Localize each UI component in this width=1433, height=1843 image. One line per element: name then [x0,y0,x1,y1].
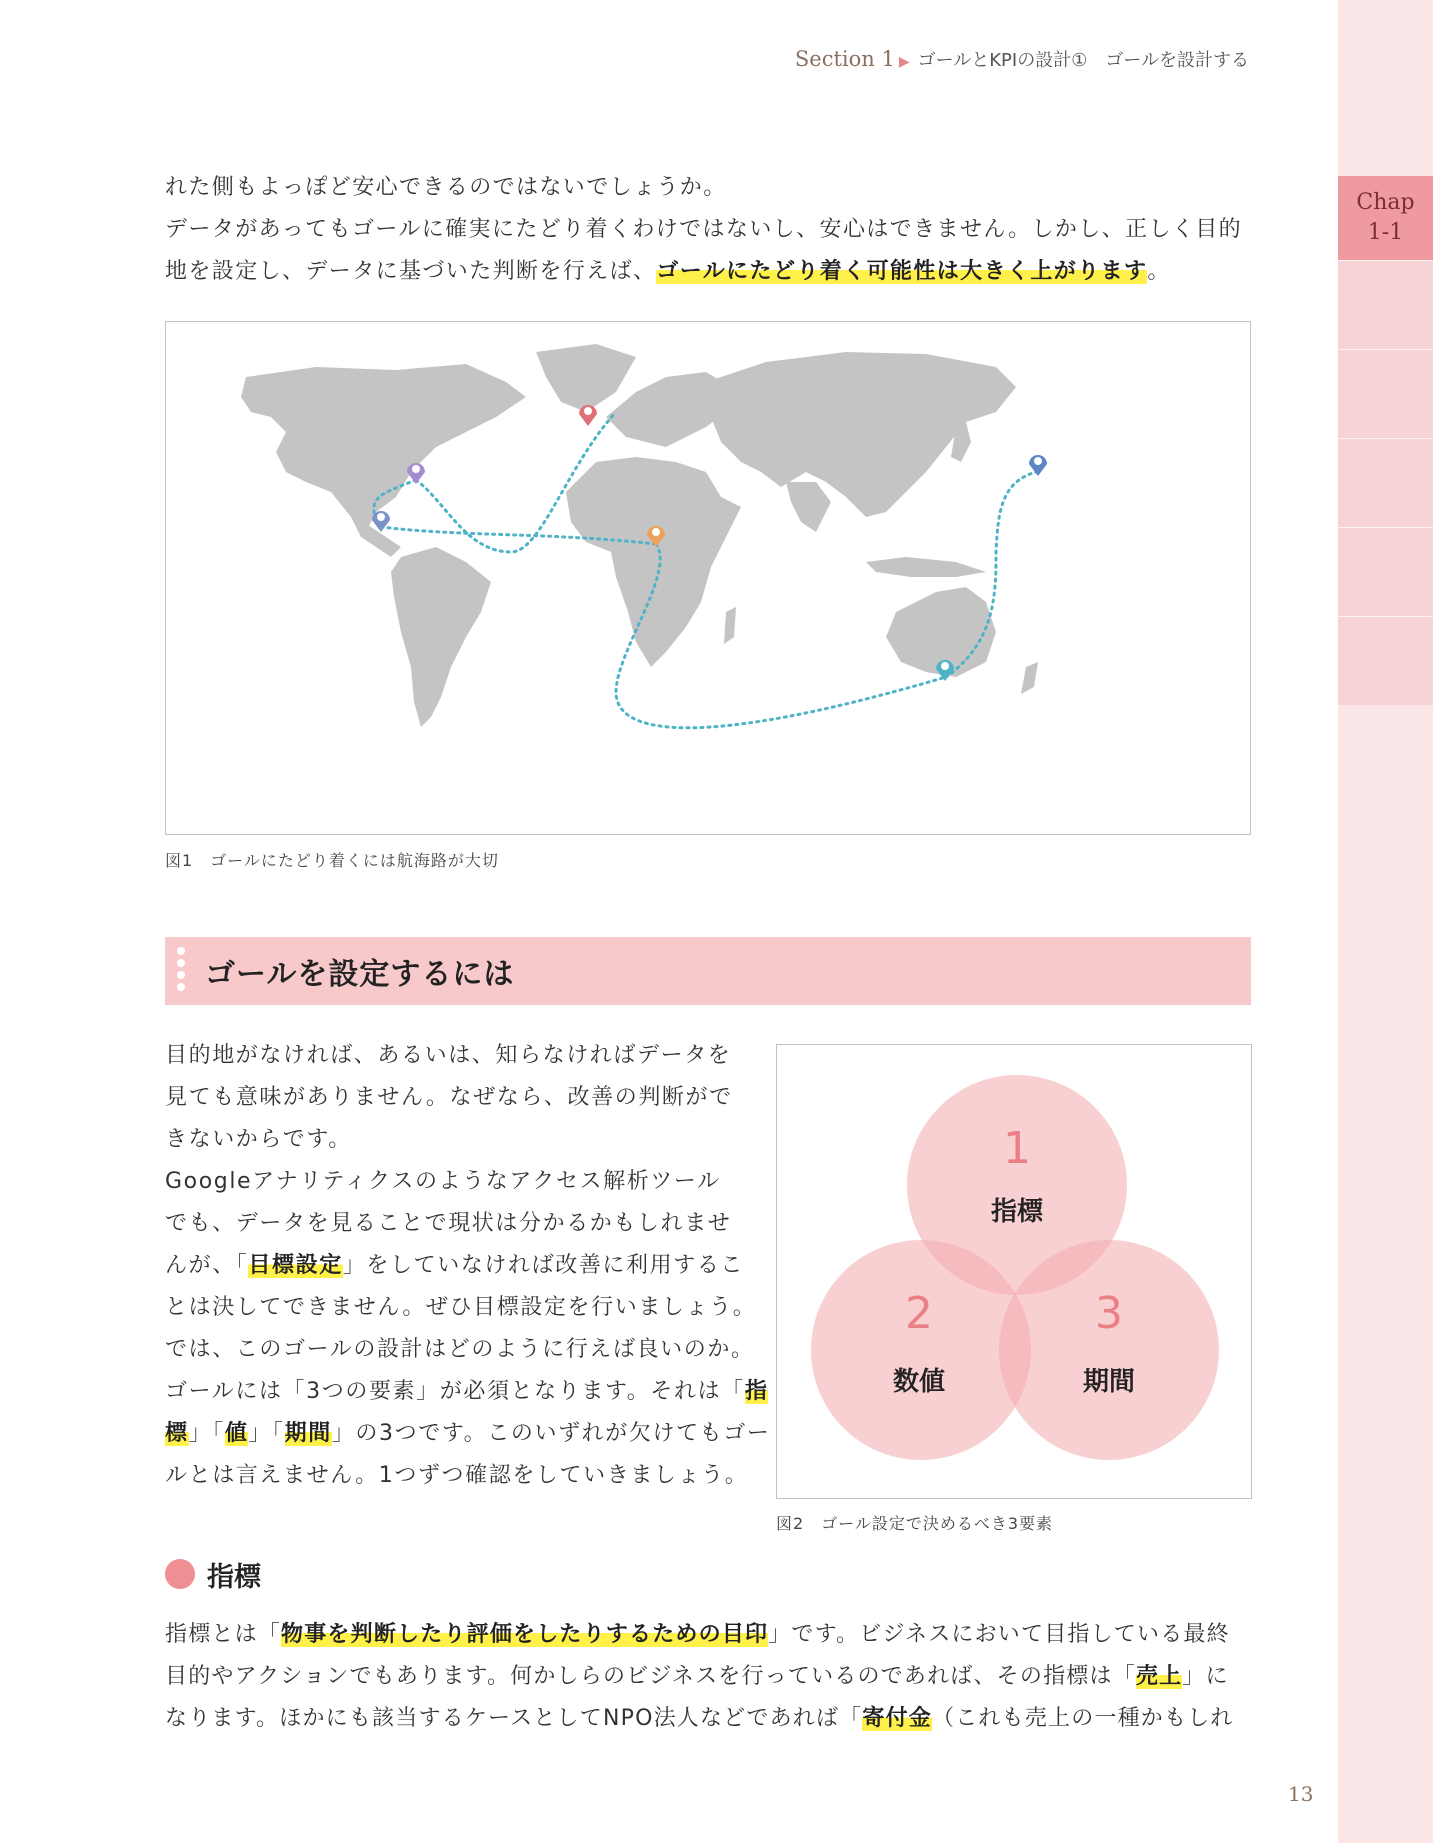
text-run: 」をしていなければ改善に利用するこ [342,1253,745,1278]
header-title: ゴールとKPIの設計① ゴールを設計する [917,50,1249,71]
text-run: 」に [1182,1664,1229,1689]
south-america [391,547,491,727]
text-run: 指標とは「 [165,1622,282,1647]
asia [706,352,1016,517]
highlight-text: 期間 [284,1421,332,1446]
indonesia [866,557,986,577]
venn-label-3: 期間 [1082,1367,1136,1397]
venn-figure [776,1044,1252,1499]
body-line [165,1371,770,1413]
venn-label-2: 数値 [892,1367,946,1397]
intro-line [165,251,1242,293]
venn-number-3: 3 [1095,1288,1123,1339]
highlight-text: 寄付金 [862,1706,932,1731]
sidebar-tab[interactable] [1338,527,1433,616]
sidebar-tab[interactable] [1338,616,1433,705]
highlight-text: 売上 [1135,1664,1183,1689]
chapter-tab[interactable] [1338,176,1433,260]
closing-line [165,1614,1234,1656]
text-run: んが、「 [165,1253,249,1278]
triangle-right-icon: ▶ [898,54,910,70]
body-paragraph [165,1035,770,1497]
intro-paragraph [165,167,1242,293]
body-line: では、このゴールの設計はどのように行えば良いのか。 [165,1337,755,1362]
highlight-text: 目標設定 [248,1253,343,1278]
text-run: （これも売上の一種かもしれ [932,1706,1234,1731]
text-run: 」「 [248,1421,285,1446]
section-heading-bar [165,937,1251,1005]
intro-line: れた側もよっぽど安心できるのではないでしょうか。 [165,175,727,200]
text-run: なります。ほかにも該当するケースとしてNPO法人などであれば「 [165,1706,863,1731]
closing-line [165,1698,1234,1740]
text-run: 目的やアクションでもあります。何かしらのビジネスを行っているのであれば、その指標は「 [165,1664,1136,1689]
running-header [795,46,1249,72]
body-line: 見ても意味がありません。なぜなら、改善の判断がで [165,1085,733,1110]
highlight-text: ゴールにたどり着く可能性は大きく上がります [656,259,1148,284]
venn-circle-3 [999,1240,1219,1460]
section-title: ゴールを設定するには [205,957,515,992]
india [786,482,831,532]
venn-number-2: 2 [905,1288,933,1339]
sidebar-tab[interactable] [1338,349,1433,438]
figure1-caption: 図1 ゴールにたどり着くには航海路が大切 [165,851,499,870]
intro-line: データがあってもゴールに確実にたどり着くわけではないし、安心はできません。しかし、正しく目的 [165,217,1243,242]
sidebar-tab[interactable] [1338,260,1433,349]
figure2-caption: 図2 ゴール設定で決めるべき3要素 [776,1514,1054,1533]
text-run: ゴールには「3つの要素」が必須となります。それは「 [165,1379,745,1404]
text-run: 」です。ビジネスにおいて目指している最終 [768,1622,1230,1647]
dots-decoration [177,947,187,995]
body-line: でも、データを見ることで現状は分かるかもしれませ [165,1211,732,1236]
map-pin-icon[interactable] [407,463,425,484]
highlight-text: 値 [224,1421,249,1446]
text-run: 」の3つです。このいずれが欠けてもゴー [331,1421,771,1446]
highlight-text: 標 [165,1421,189,1446]
world-map-figure [165,321,1251,835]
closing-paragraph [165,1614,1234,1740]
venn-label-1: 指標 [990,1197,1044,1227]
continents [241,344,1038,727]
map-pin-icon[interactable] [579,405,597,426]
body-line: とは決してできません。ぜひ目標設定を行いましょう。 [165,1295,757,1320]
subsection-title: 指標 [207,1562,261,1593]
body-line [165,1245,770,1287]
text-run: 」「 [188,1421,225,1446]
africa [566,457,741,667]
body-line [165,1413,770,1455]
section-label: Section 1 [794,47,895,71]
text-run: 。 [1147,259,1171,284]
chapter-number: 1-1 [1367,220,1404,245]
text-run: 地を設定し、データに基づいた判断を行えば、 [165,259,657,284]
body-line: きないからです。 [165,1127,352,1152]
world-map [166,322,1250,834]
new-zealand [1021,662,1038,694]
body-line: 目的地がなければ、あるいは、知らなければデータを [165,1043,732,1068]
page-number: 13 [1288,1782,1314,1806]
chapter-label: Chap [1356,190,1415,215]
venn-diagram [777,1045,1251,1498]
body-line: ルとは言えません。1つずつ確認をしていきましょう。 [165,1463,749,1488]
body-line: Googleアナリティクスのようなアクセス解析ツール [165,1169,721,1194]
venn-number-1: 1 [1003,1123,1031,1174]
map-pin-icon[interactable] [936,660,954,681]
madagascar [724,607,736,644]
sidebar-tab[interactable] [1338,438,1433,527]
closing-line [165,1656,1234,1698]
greenland [536,344,636,412]
north-america [241,364,526,532]
venn-circle-2 [811,1240,1031,1460]
highlight-text: 指 [744,1379,769,1404]
circle-bullet-icon [165,1559,195,1589]
highlight-text: 物事を判断したり評価をしたりするための目印 [281,1622,769,1647]
